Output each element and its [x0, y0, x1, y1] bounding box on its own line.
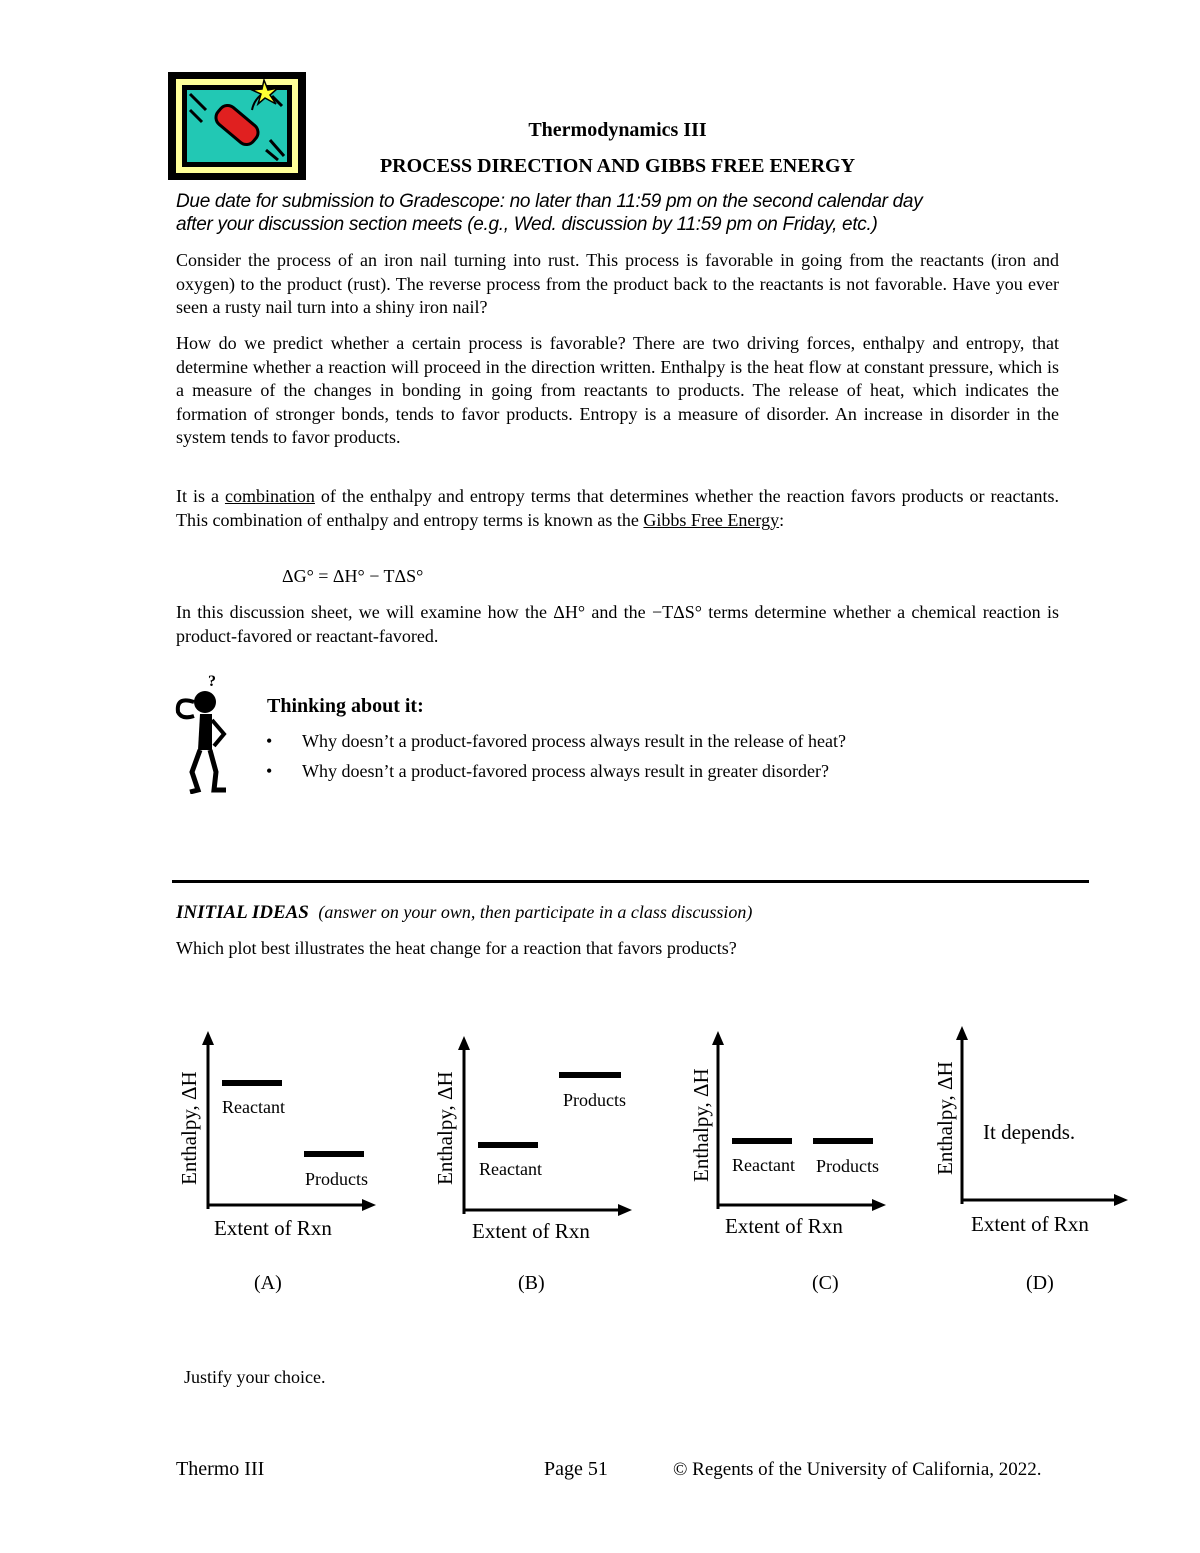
plot-a	[170, 1025, 390, 1245]
due-date-note: Due date for submission to Gradescope: no later than 11:59 pm on the second calendar day after your discussion section meets (e.g., Wed. discussion by 11:59 pm on Friday, etc.)	[176, 191, 923, 235]
plot-label-d: (D)	[1026, 1272, 1054, 1294]
svg-text:?: ?	[208, 673, 216, 690]
products-label: Products	[305, 1169, 368, 1189]
footer-copyright: © Regents of the University of California, 2022.	[673, 1459, 1042, 1480]
x-axis-label: Extent of Rxn	[214, 1216, 332, 1240]
products-level-bar	[813, 1138, 873, 1144]
justify-prompt: Justify your choice.	[184, 1367, 326, 1387]
reactant-label: Reactant	[732, 1155, 795, 1175]
gibbs-equation: ΔG° = ΔH° − TΔS°	[282, 566, 424, 586]
paragraph-driving-forces: How do we predict whether a certain process is favorable? There are two driving forces, enthalpy and entropy, that determine whether a reaction will proceed in the direction written. Enthalpy is the heat flow at constant pressure, which is a measure of the changes in bonding in going from reactants to products. The release of heat, which indicates the formation of stronger bonds, tends to favor products. Entropy is a measure of disorder. An increase in disorder in the system tends to favor products.	[176, 333, 1059, 447]
x-axis-label: Extent of Rxn	[971, 1212, 1089, 1236]
paragraph-examine: In this discussion sheet, we will examine how the ΔH° and the −TΔS° terms determine whether a chemical reaction is product-favored or reactant-favored.	[176, 602, 1059, 646]
page-title: Thermodynamics III	[528, 119, 707, 141]
thinking-heading: Thinking about it:	[267, 695, 424, 717]
paragraph-intro: Consider the process of an iron nail turning into rust. This process is favorable in going from the reactants (iron and oxygen) to the product (rust). The reverse process from the product back to the reactants is not favorable. Have you ever seen a rusty nail turn into a shiny iron nail?	[176, 250, 1059, 317]
paragraph-gibbs: It is a combination of the enthalpy and entropy terms that determines whether the reaction favors products or reactants. This combination of enthalpy and entropy terms is known as the Gibbs Free Energy:	[176, 486, 1059, 530]
plot-label-c: (C)	[812, 1272, 839, 1294]
x-axis-label: Extent of Rxn	[725, 1214, 843, 1238]
y-axis-label: Enthalpy, ΔH	[933, 1061, 957, 1175]
underline-gibbs: Gibbs Free Energy	[643, 509, 780, 530]
section-divider	[172, 880, 1089, 883]
x-axis-label: Extent of Rxn	[472, 1219, 590, 1243]
y-axis-label: Enthalpy, ΔH	[177, 1071, 201, 1185]
products-label: Products	[563, 1090, 626, 1110]
y-axis-label: Enthalpy, ΔH	[433, 1071, 457, 1185]
depends-label: It depends.	[983, 1120, 1076, 1144]
footer-left: Thermo III	[176, 1458, 265, 1480]
reactant-level-bar	[222, 1080, 282, 1086]
initial-ideas-heading: INITIAL IDEAS (answer on your own, then participate in a class discussion)	[176, 902, 753, 923]
reactant-level-bar	[732, 1138, 792, 1144]
products-level-bar	[559, 1072, 621, 1078]
plot-label-b: (B)	[518, 1272, 545, 1294]
list-item: • Why doesn’t a product-favored process always result in the release of heat?	[266, 731, 846, 761]
underline-combination: combination	[224, 486, 315, 506]
plot-d	[924, 1020, 1144, 1240]
plot-b	[426, 1030, 646, 1250]
products-label: Products	[816, 1156, 879, 1176]
plot-label-a: (A)	[254, 1272, 282, 1294]
list-item: • Why doesn’t a product-favored process always result in greater disorder?	[266, 761, 846, 791]
reactant-level-bar	[478, 1142, 538, 1148]
y-axis-label: Enthalpy, ΔH	[689, 1068, 713, 1182]
plot-question: Which plot best illustrates the heat change for a reaction that favors products?	[176, 938, 737, 958]
products-level-bar	[304, 1151, 364, 1157]
reactant-label: Reactant	[479, 1159, 542, 1179]
page-subtitle: PROCESS DIRECTION AND GIBBS FREE ENERGY	[379, 155, 856, 177]
plot-c	[680, 1025, 900, 1245]
reactant-label: Reactant	[222, 1097, 285, 1117]
footer-page-number: Page 51	[544, 1458, 608, 1480]
thinking-bullets	[266, 731, 846, 791]
thinking-figure-icon	[172, 672, 238, 794]
